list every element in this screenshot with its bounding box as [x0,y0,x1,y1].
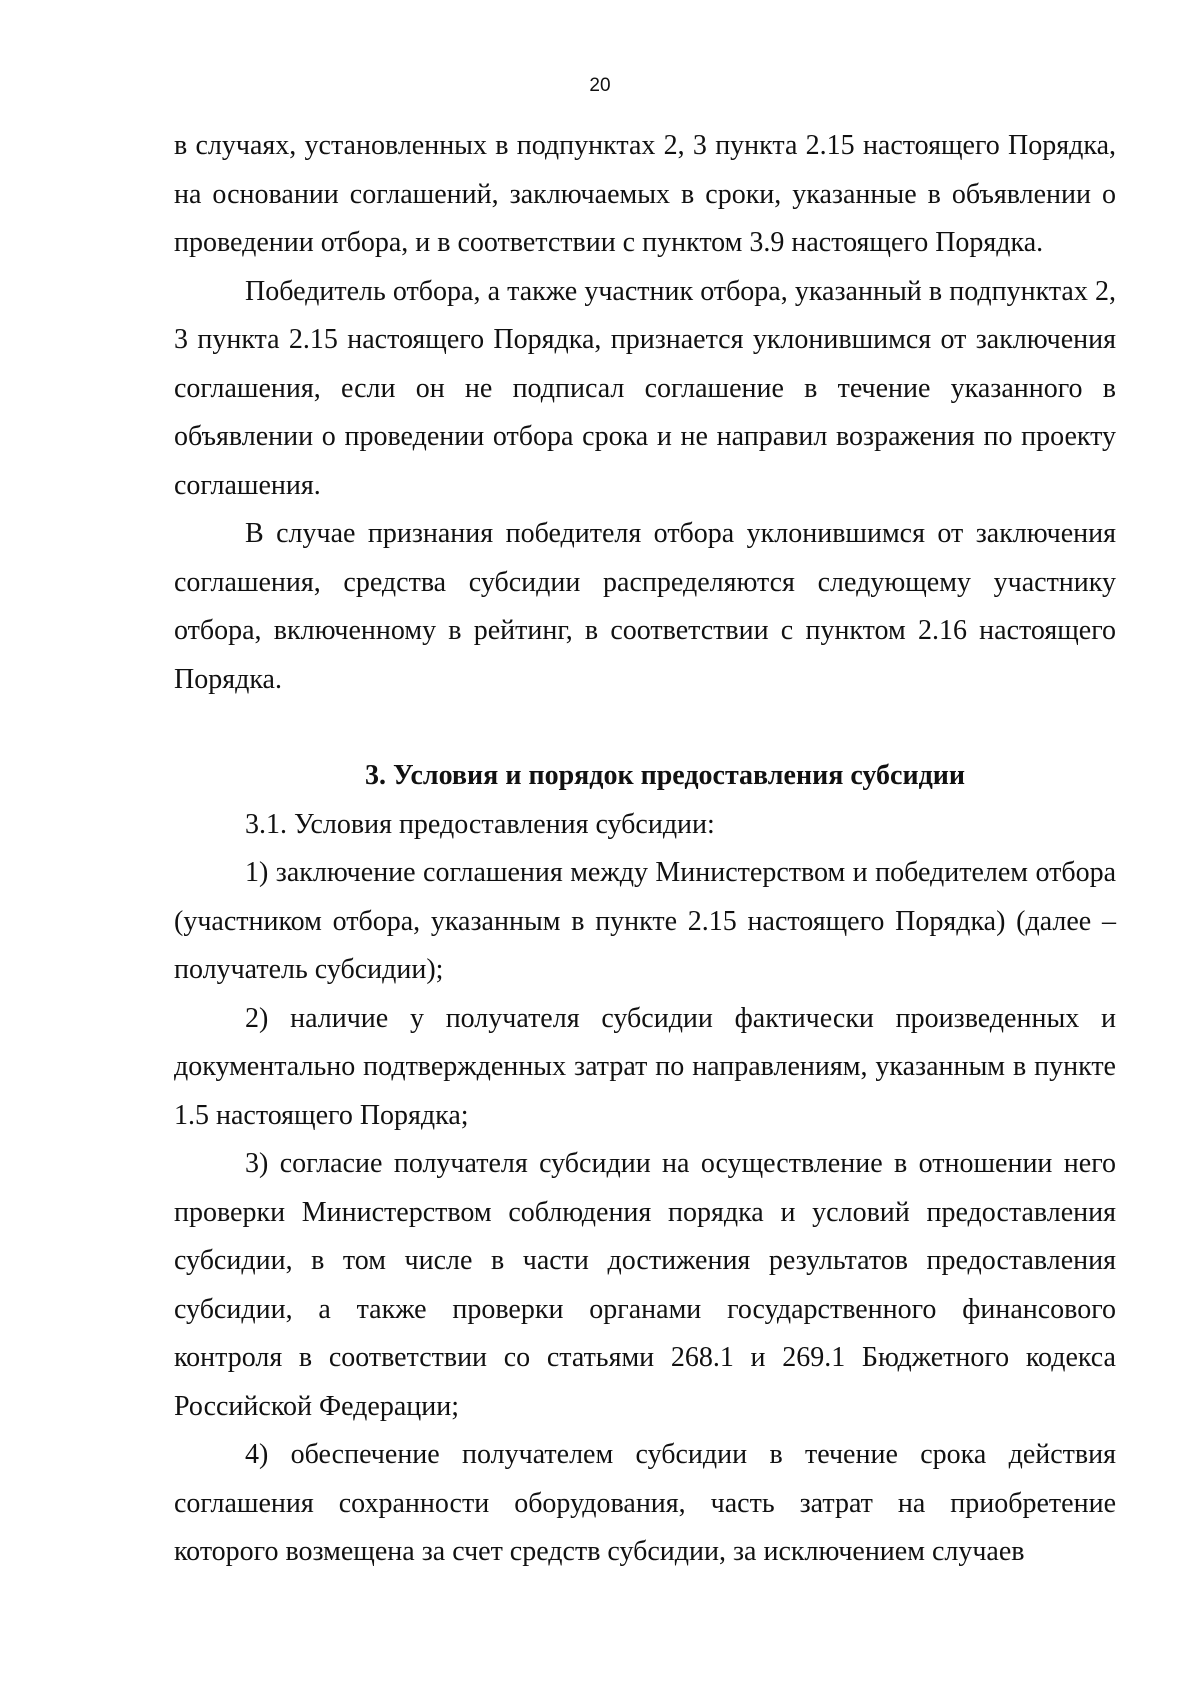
page-number: 20 [589,75,611,96]
paragraph-condition-3: 3) согласие получателя субсидии на осуществление в отношении него проверки Министерством соблюдения порядка и условий предоставления субсидии, в том числе в части достижения результатов предоставления субсидии, а также проверки органами государственного финансового контроля в соответствии со статьями 268.1 и 269.1 Бюджетного кодекса Российской Федерации; [174,1148,1116,1422]
document-body [174,122,1116,1577]
paragraph-winner-evasion: Победитель отбора, а также участник отбора, указанный в подпунктах 2, 3 пункта 2.15 настоящего Порядка, признается уклонившимся от заключения соглашения, если он не подписал соглашение в течение указанного в объявлении о проведении отбора срока и не направил возражения по проекту соглашения. [174,275,1116,501]
paragraph-redistribution: В случае признания победителя отбора уклонившимся от заключения соглашения, средства субсидии распределяются следующему участнику отбора, включенному в рейтинг, в соответствии с пунктом 2.16 настоящего Порядка. [174,518,1116,695]
paragraph-continuation: в случаях, установленных в подпунктах 2, 3 пункта 2.15 настоящего Порядка, на основании соглашений, заключаемых в сроки, указанные в объявлении о проведении отбора, и в соответствии с пунктом 3.9 настоящего Порядка. [174,130,1116,258]
paragraph-condition-1: 1) заключение соглашения между Министерством и победителем отбора (участником отбора, указанным в пункте 2.15 настоящего Порядка) (далее – получатель субсидии); [174,857,1116,985]
paragraph-condition-2: 2) наличие у получателя субсидии фактически произведенных и документально подтвержденных затрат по направлениям, указанным в пункте 1.5 настоящего Порядка; [174,1002,1116,1131]
section-heading: 3. Условия и порядок предоставления субсидии [364,760,966,791]
paragraph-conditions-intro: 3.1. Условия предоставления субсидии: [245,808,715,840]
paragraph-condition-4: 4) обеспечение получателем субсидии в течение срока действия соглашения сохранности оборудования, часть затрат на приобретение которого возмещена за счет средств субсидии, за исключением случаев [174,1439,1116,1567]
